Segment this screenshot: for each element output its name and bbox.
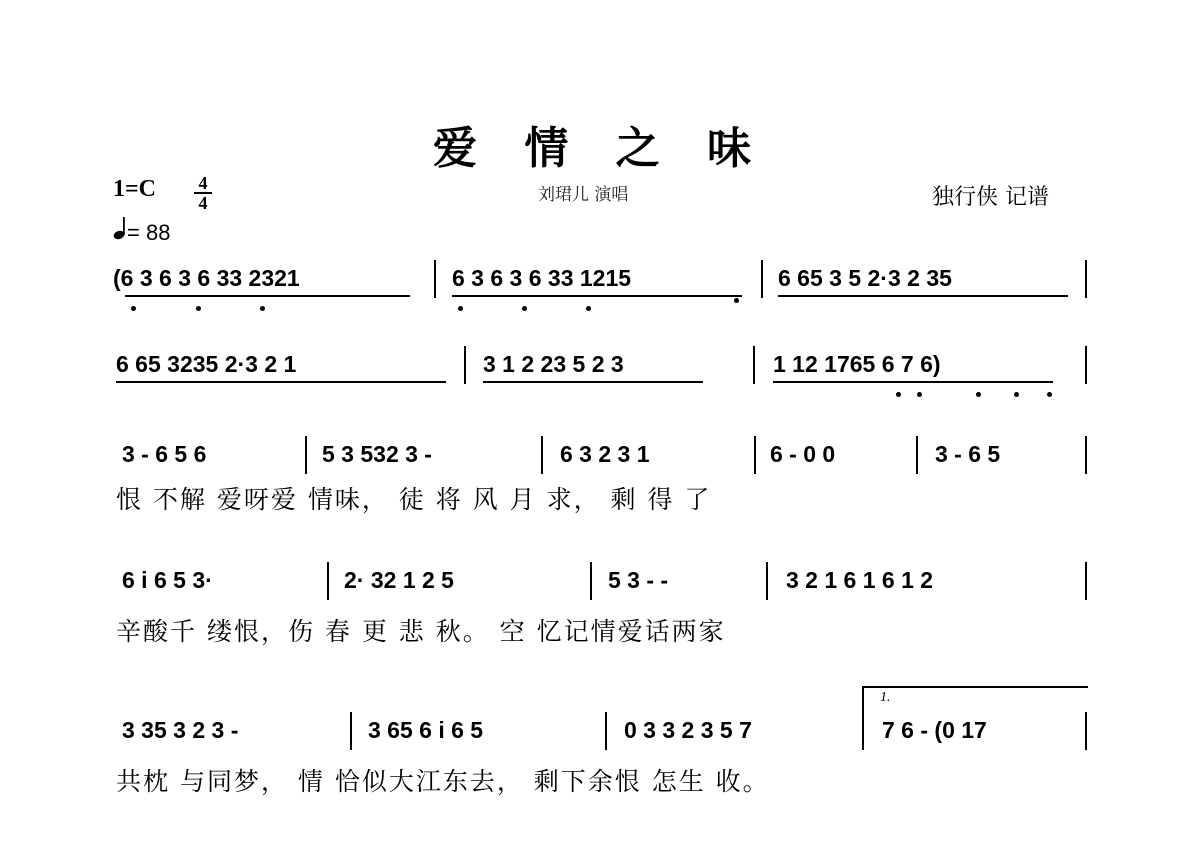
singer-credit: 刘珺儿 演唱 — [538, 185, 629, 205]
low-octave-dot — [1047, 392, 1052, 397]
barline — [1085, 346, 1087, 384]
low-octave-dot — [260, 306, 265, 311]
quarter-note-icon — [113, 216, 127, 240]
beam-underline — [125, 295, 410, 297]
barline — [541, 436, 543, 474]
barline — [327, 562, 329, 600]
barline — [350, 712, 352, 750]
measure-3: 6 65 3 5 2·3 2 35 — [778, 265, 952, 291]
low-octave-dot — [917, 392, 922, 397]
key-signature: 1=C — [113, 176, 157, 202]
song-title: 爱 情 之 味 — [433, 123, 767, 174]
barline — [1085, 562, 1087, 600]
time-signature-bottom: 4 — [198, 193, 208, 213]
barline — [1085, 712, 1087, 750]
measure-7: 3 - 6 5 6 — [122, 441, 207, 467]
measure-2: 6 3 6 3 6 33 1215 — [452, 265, 632, 291]
beam-underline — [116, 381, 446, 383]
measure-17: 3 65 6 i 6 5 — [368, 717, 484, 743]
low-octave-dot — [734, 298, 739, 303]
low-octave-dot — [896, 392, 901, 397]
beam-underline — [452, 295, 742, 297]
measure-19: 7 6 - (0 17 — [882, 717, 987, 743]
beam-underline — [773, 381, 1053, 383]
barline — [1085, 260, 1087, 298]
time-signature — [192, 174, 214, 212]
transcriber-credit: 独行侠 记谱 — [932, 185, 1049, 210]
low-octave-dot — [586, 306, 591, 311]
time-signature-top: 4 — [198, 173, 208, 193]
barline — [761, 260, 763, 298]
barline — [766, 562, 768, 600]
lyrics-line: 辛酸千 缕恨，伤 春 更 悲 秋。 空 忆记情爱话两家 — [116, 617, 726, 646]
low-octave-dot — [1014, 392, 1019, 397]
measure-13: 2· 32 1 2 5 — [344, 567, 454, 593]
measure-4: 6 65 3235 2·3 2 1 — [116, 351, 297, 377]
barline — [753, 346, 755, 384]
barline — [434, 260, 436, 298]
low-octave-dot — [976, 392, 981, 397]
low-octave-dot — [522, 306, 527, 311]
low-octave-dot — [458, 306, 463, 311]
measure-10: 6 - 0 0 — [770, 441, 836, 467]
measure-5: 3 1 2 23 5 2 3 — [483, 351, 624, 377]
measure-15: 3 2 1 6 1 6 1 2 — [786, 567, 934, 593]
tempo-mark — [113, 216, 170, 246]
measure-14: 5 3 - - — [608, 567, 669, 593]
beam-underline — [778, 295, 1068, 297]
lyrics-line: 共枕 与同梦， 情 恰似大江东去， 剩下余恨 怎生 收。 — [116, 767, 770, 796]
barline — [605, 712, 607, 750]
barline — [590, 562, 592, 600]
measure-12: 6 i 6 5 3· — [122, 567, 213, 593]
beam-underline — [483, 381, 703, 383]
barline — [305, 436, 307, 474]
measure-6: 1 12 1765 6 7 6) — [773, 351, 941, 377]
low-octave-dot — [131, 306, 136, 311]
measure-8: 5 3 532 3 - — [322, 441, 432, 467]
measure-9: 6 3 2 3 1 — [560, 441, 650, 467]
barline — [754, 436, 756, 474]
measure-11: 3 - 6 5 — [935, 441, 1001, 467]
measure-16: 3 35 3 2 3 - — [122, 717, 239, 743]
barline — [862, 712, 864, 750]
measure-18: 0 3 3 2 3 5 7 — [624, 717, 752, 743]
measure-1: (6 3 6 3 6 33 2321 — [113, 265, 300, 291]
tempo-value: = 88 — [127, 220, 171, 245]
barline — [464, 346, 466, 384]
first-ending-label: 1. — [880, 690, 891, 705]
lyrics-line: 恨 不解 爱呀爱 情味， 徒 将 风 月 求， 剩 得 了 — [116, 485, 712, 514]
low-octave-dot — [196, 306, 201, 311]
barline — [1085, 436, 1087, 474]
barline — [916, 436, 918, 474]
